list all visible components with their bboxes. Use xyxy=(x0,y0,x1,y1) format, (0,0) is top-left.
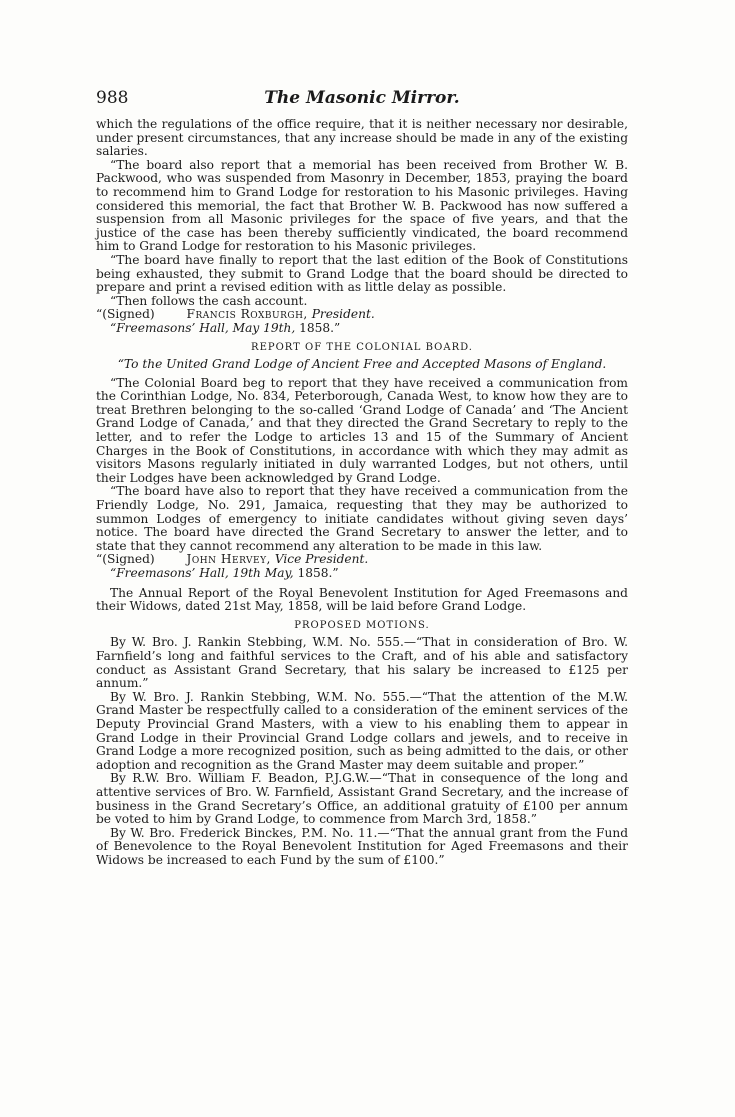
date-year: 1858.” xyxy=(299,320,341,335)
motion-stebbing-salary: By W. Bro. J. Rankin Stebbing, W.M. No. 555.—“That in consideration of Bro. W. Farnfield’s long and faithful services to the Craft, and of his able and satisfactory conduct as Assistant Grand Secretary, that his salary be increased to £125 per annum.” xyxy=(96,635,628,691)
paragraph-friendly-lodge: “The board have also to report that they have received a communication from the Friendly Lodge, No. 291, Jamaica, requesting that they may be authorized to summon Lodges of emergency to initiate candidates without giving seven days’ notice. The board have directed the Grand Secretary to answer the letter, and to state that they cannot recommend any alteration to be made in this law. xyxy=(96,484,628,553)
paragraph-packwood: “The board also report that a memorial has been received from Brother W. B. Packwood, who was suspended from Masonry in December, 1853, praying the board to recommend him to Grand Lodge for restoration to his Masonic privileges. Having considered this memorial, the fact that Brother W. B. Packwood has now suffered a suspension from all Masonic privileges for the space of five years, and that the justice of the case has been thereby sufficiently vindicated, the board recommend him to Grand Lodge for restoration to his Masonic privileges. xyxy=(96,157,628,254)
signature-roxburgh xyxy=(96,308,628,322)
paragraph-corinthian-lodge: “The Colonial Board beg to report that they have received a communication from the Corinthian Lodge, No. 834, Peterborough, Canada West, to know how they are to treat Brethren belonging to the so-called ‘Grand Lodge of Canada’ and ‘The Ancient Grand Lodge of Canada,’ and that they directed the Grand Secretary to reply to the letter, and to refer the Lodge to articles 13 and 15 of the Summary of Ancient Charges in the Book of Constitutions, in accordance with which they may admit as visitors Masons regularly initiated in duly warranted Lodges, but not others, until their Lodges have been acknowledged by Grand Lodge. xyxy=(96,375,628,485)
signatory-name: John Hervey, xyxy=(186,552,271,567)
date-place: “Freemasons’ Hall, May 19th, xyxy=(110,320,296,335)
article-body xyxy=(96,118,628,867)
signatory-role: President. xyxy=(311,307,375,322)
date-line-2 xyxy=(96,567,628,581)
paragraph-cash-account: “Then follows the cash account. xyxy=(110,293,308,308)
running-title: The Masonic Mirror. xyxy=(264,88,460,108)
motion-binckes-grant: By W. Bro. Frederick Binckes, P.M. No. 11.—“That the annual grant from the Fund of Benevolence to the Royal Benevolent Institution for Aged Freemasons and their Widows be increased to each Fund by the sum of £100.” xyxy=(96,825,628,867)
date-line-1 xyxy=(96,322,628,336)
signed-label: “(Signed) xyxy=(96,307,155,322)
page-header xyxy=(96,88,628,114)
date-place: “Freemasons’ Hall, 19th May, xyxy=(110,566,294,580)
signature-hervey xyxy=(96,553,628,567)
motion-beadon-gratuity: By R.W. Bro. William F. Beadon, P.J.G.W.—“That in consequence of the long and attentive services of Bro. W. Farnfield, Assistant Grand Secretary, and the increase of business in the Grand Secretary’s Office, an additional gratuity of £100 per annum be voted to him by Grand Lodge, to commence from March 3rd, 1858.” xyxy=(96,771,628,827)
date-year: 1858.” xyxy=(297,566,339,580)
section-heading-colonial-board: REPORT OF THE COLONIAL BOARD. xyxy=(251,341,473,353)
motion-stebbing-provincial: By W. Bro. J. Rankin Stebbing, W.M. No. 555.—“That the attention of the M.W. Grand Master be respectfully called to a consideration of the eminent services of the Deputy Provincial Grand Masters, with a view to his enabling them to appear in Grand Lodge in their Provincial Grand Lodge collars and jewels, and to receive in Grand Lodge a more recognized position, such as being admitted to the dais, or other adoption and recognition as the Grand Master may deem suitable and proper.” xyxy=(96,689,628,772)
paragraph-annual-report: The Annual Report of the Royal Benevolent Institution for Aged Freemasons and their Widows, dated 21st May, 1858, will be laid before Grand Lodge. xyxy=(96,585,628,614)
paragraph-constitutions: “The board have finally to report that the last edition of the Book of Constitutions being exhausted, they submit to Grand Lodge that the board should be directed to prepare and print a revised edition with as little delay as possible. xyxy=(96,252,628,295)
section-heading-proposed-motions: PROPOSED MOTIONS. xyxy=(294,619,430,631)
signatory-role: Vice President. xyxy=(274,552,369,567)
page-number: 988 xyxy=(96,88,129,108)
signatory-name: Francis Roxburgh, xyxy=(186,307,308,322)
paragraph-salaries: which the regulations of the office require, that it is neither necessary nor desirable, under present circumstances, that any increase should be made in any of the existing salaries. xyxy=(96,117,628,159)
salutation: “To the United Grand Lodge of Ancient Free and Accepted Masons of England. xyxy=(117,357,607,372)
signed-label: “(Signed) xyxy=(96,552,155,567)
